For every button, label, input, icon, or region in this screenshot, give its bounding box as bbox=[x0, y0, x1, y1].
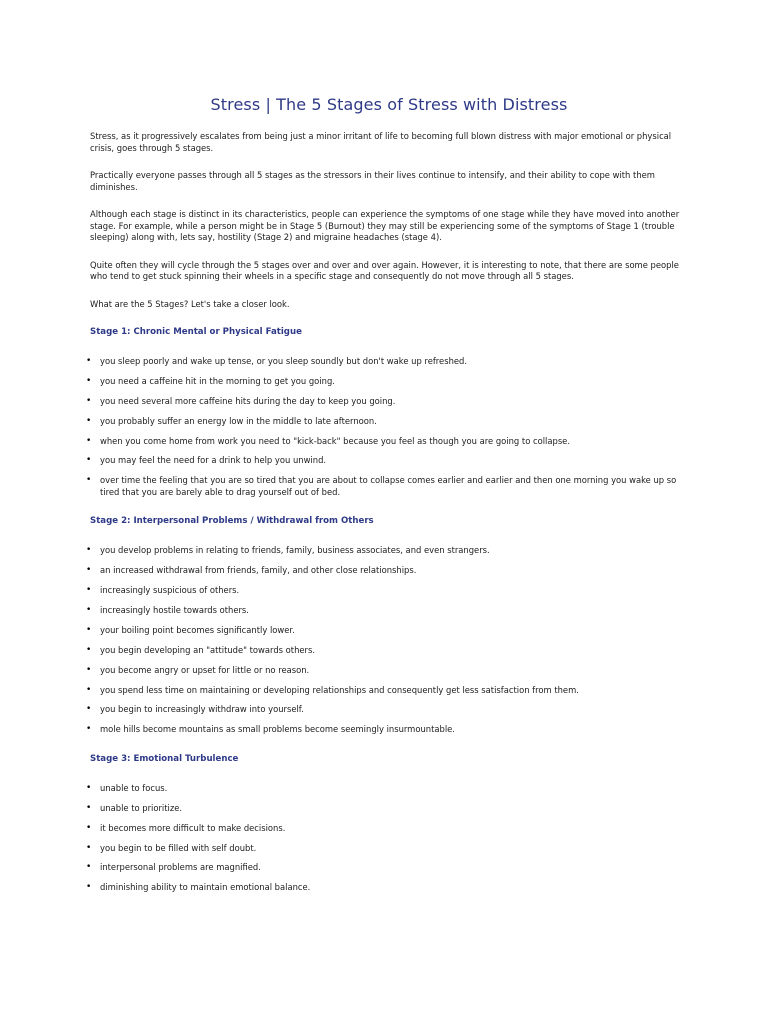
list-item-text: you become angry or upset for little or no reason. bbox=[100, 664, 310, 675]
list-item bbox=[86, 375, 688, 388]
list-item bbox=[86, 585, 688, 597]
bullet-icon: • bbox=[86, 415, 92, 426]
list-item bbox=[86, 704, 688, 716]
bullet-icon: • bbox=[86, 605, 92, 616]
bullet-icon: • bbox=[86, 882, 92, 893]
list-item bbox=[86, 415, 688, 428]
bullet-icon: • bbox=[86, 375, 92, 386]
bullet-icon: • bbox=[86, 822, 92, 833]
list-item bbox=[86, 435, 688, 448]
list-item-text: you sleep poorly and wake up tense, or you sleep soundly but don't wake up refreshed. bbox=[100, 356, 468, 366]
list-item bbox=[86, 802, 688, 815]
body-paragraph: What are the 5 Stages? Let's take a closer look. bbox=[90, 298, 290, 309]
list-item-text: you develop problems in relating to friends, family, business associates, and even strangers. bbox=[100, 545, 490, 556]
list-item bbox=[86, 842, 688, 855]
list-item bbox=[86, 605, 688, 617]
list-item-text: mole hills become mountains as small problems become seemingly insurmountable. bbox=[100, 724, 455, 735]
bullet-icon: • bbox=[86, 724, 92, 735]
bullet-icon: • bbox=[86, 545, 92, 556]
body-paragraph: Although each stage is distinct in its characteristics, people can experience the symptoms of one stage while they have moved into another stage. For example, while a person might be in Stage 5 (Burnout) they may still be experiencing some of the symptoms of Stage 1 (trouble sleeping) along with, lets say, hostility (Stage 2) and migraine headaches (stage 4). bbox=[90, 209, 680, 242]
bullet-icon: • bbox=[86, 395, 92, 406]
bullet-icon: • bbox=[86, 475, 92, 486]
list-item bbox=[86, 684, 688, 697]
list-item-text: you need several more caffeine hits during the day to keep you going. bbox=[100, 395, 396, 406]
list-item bbox=[86, 545, 688, 557]
list-item-text: it becomes more difficult to make decisions. bbox=[100, 822, 286, 833]
stage-2-heading: Stage 2: Interpersonal Problems / Withdrawal from Others bbox=[90, 516, 374, 527]
bullet-icon: • bbox=[86, 664, 92, 675]
list-item-text: unable to focus. bbox=[100, 782, 168, 793]
list-item-text: you begin to increasingly withdraw into yourself. bbox=[100, 704, 304, 715]
page-title: Stress | The 5 Stages of Stress with Distress bbox=[210, 95, 568, 114]
bullet-icon: • bbox=[86, 644, 92, 655]
stage-3-heading: Stage 3: Emotional Turbulence bbox=[90, 753, 239, 764]
list-item-text: unable to prioritize. bbox=[100, 802, 183, 813]
stage-1-heading: Stage 1: Chronic Mental or Physical Fatigue bbox=[90, 327, 302, 337]
list-item bbox=[86, 862, 688, 874]
bullet-icon: • bbox=[86, 684, 92, 695]
bullet-icon: • bbox=[86, 624, 92, 635]
stage-2-list bbox=[86, 545, 688, 736]
list-item bbox=[86, 395, 688, 408]
bullet-icon: • bbox=[86, 455, 92, 466]
bullet-icon: • bbox=[86, 862, 92, 873]
list-item bbox=[86, 475, 688, 498]
bullet-icon: • bbox=[86, 585, 92, 596]
bullet-icon: • bbox=[86, 802, 92, 813]
list-item bbox=[86, 882, 688, 894]
list-item-text: you begin developing an "attitude" towards others. bbox=[100, 644, 316, 655]
bullet-icon: • bbox=[86, 356, 92, 366]
list-item-text: you begin to be filled with self doubt. bbox=[100, 842, 257, 853]
bullet-icon: • bbox=[86, 565, 92, 576]
list-item bbox=[86, 356, 688, 368]
list-item bbox=[86, 822, 688, 835]
list-item bbox=[86, 624, 688, 637]
stage-1-list bbox=[86, 356, 688, 498]
list-item-text: over time the feeling that you are so tired that you are about to collapse comes earlier and earlier and then one morning you wake up so tired that you are barely able to drag yourself out of bed. bbox=[100, 475, 677, 497]
list-item bbox=[86, 455, 688, 467]
list-item bbox=[86, 644, 688, 657]
list-item bbox=[86, 782, 688, 795]
list-item-text: interpersonal problems are magnified. bbox=[100, 862, 261, 873]
list-item-text: increasingly hostile towards others. bbox=[100, 605, 249, 616]
body-paragraph: Practically everyone passes through all 5 stages as the stressors in their lives continue to intensify, and their ability to cope with them diminishes. bbox=[90, 170, 655, 192]
list-item-text: you spend less time on maintaining or developing relationships and consequently get less satisfaction from them. bbox=[100, 684, 579, 695]
list-item-text: your boiling point becomes significantly lower. bbox=[100, 624, 295, 635]
list-item-text: you need a caffeine hit in the morning to get you going. bbox=[100, 375, 335, 386]
body-paragraph: Quite often they will cycle through the 5 stages over and over and over again. However, it is interesting to note, that there are some people who tend to get stuck spinning their wheels in a specific stage and consequently do not move through all 5 stages. bbox=[90, 259, 679, 281]
list-item-text: increasingly suspicious of others. bbox=[100, 585, 240, 596]
bullet-icon: • bbox=[86, 842, 92, 853]
stage-3-list bbox=[86, 782, 688, 894]
bullet-icon: • bbox=[86, 435, 92, 446]
list-item-text: diminishing ability to maintain emotional balance. bbox=[100, 882, 311, 893]
list-item-text: an increased withdrawal from friends, family, and other close relationships. bbox=[100, 565, 417, 576]
list-item bbox=[86, 664, 688, 677]
list-item-text: you may feel the need for a drink to help you unwind. bbox=[100, 455, 327, 466]
bullet-icon: • bbox=[86, 782, 92, 793]
list-item bbox=[86, 724, 688, 736]
list-item bbox=[86, 565, 688, 577]
bullet-icon: • bbox=[86, 704, 92, 715]
list-item-text: when you come home from work you need to "kick-back" because you feel as though you are going to collapse. bbox=[100, 435, 570, 446]
list-item-text: you probably suffer an energy low in the middle to late afternoon. bbox=[100, 415, 377, 426]
intro-paragraph: Stress, as it progressively escalates from being just a minor irritant of life to becoming full blown distress with major emotional or physical crisis, goes through 5 stages. bbox=[90, 131, 672, 153]
